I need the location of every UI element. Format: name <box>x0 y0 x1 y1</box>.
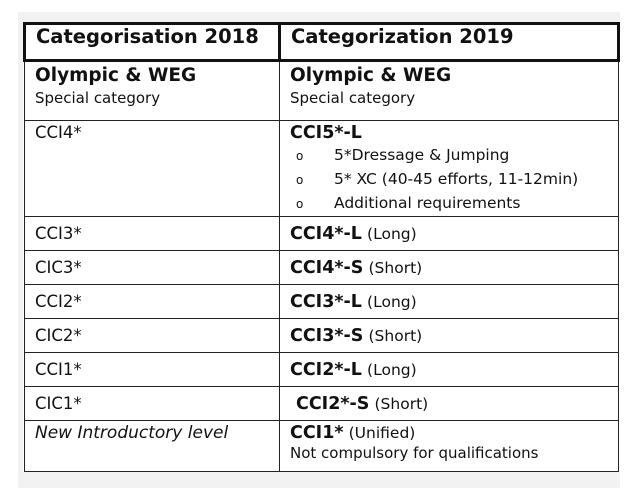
category-2019-subnote: Not compulsory for qualifications <box>290 444 539 462</box>
category-2019-code: CCI3*-S <box>290 325 364 346</box>
bullet-icon: o <box>296 173 304 187</box>
cell-2018 <box>25 421 280 472</box>
table-row <box>25 285 619 319</box>
table-row <box>25 121 619 217</box>
category-2018: New Introductory level <box>35 423 229 443</box>
table-row <box>25 217 619 251</box>
table-row <box>25 353 619 387</box>
cell-2019 <box>280 217 619 251</box>
cell-2018 <box>25 61 280 121</box>
category-2019-note: (Long) <box>367 224 417 243</box>
category-2018: CCI1* <box>35 360 82 379</box>
list-item <box>296 192 618 216</box>
cell-2018 <box>25 319 280 353</box>
table-row <box>25 319 619 353</box>
cell-2019 <box>280 121 619 217</box>
cell-2018 <box>25 251 280 285</box>
category-2019-code: CCI2*-S <box>296 393 370 414</box>
category-2019-code: CCI1* <box>290 423 344 443</box>
cell-2019 <box>280 285 619 319</box>
cell-2018 <box>25 353 280 387</box>
category-2019-note: (Short) <box>368 258 423 277</box>
categorisation-table <box>23 22 620 472</box>
category-subtitle: Special category <box>35 89 161 107</box>
category-2019-code: CCI3*-L <box>290 291 362 312</box>
bullet-icon: o <box>296 197 304 211</box>
category-2018: CCI4* <box>35 123 82 142</box>
category-2018: CIC2* <box>35 326 82 345</box>
category-2018: CCI2* <box>35 292 82 311</box>
category-2018: CIC3* <box>35 258 82 277</box>
category-subtitle: Special category <box>290 89 416 107</box>
requirement-text: 5* XC (40-45 efforts, 11-12min) <box>334 170 579 188</box>
list-item <box>296 168 618 192</box>
cell-2019 <box>280 353 619 387</box>
requirements-list <box>290 144 618 216</box>
cell-2019 <box>280 251 619 285</box>
category-title: Olympic & WEG <box>35 65 197 86</box>
category-2019-note: (Short) <box>374 394 429 413</box>
category-2019-note: (Long) <box>367 292 417 311</box>
cell-2019 <box>280 387 619 421</box>
category-title: Olympic & WEG <box>290 65 452 86</box>
requirement-text: 5*Dressage & Jumping <box>334 146 510 164</box>
cell-2018 <box>25 217 280 251</box>
category-2019-code: CCI2*-L <box>290 359 362 380</box>
header-2019: Categorization 2019 <box>280 24 619 61</box>
cell-2018 <box>25 121 280 217</box>
category-2019-code: CCI4*-L <box>290 223 362 244</box>
header-2018: Categorisation 2018 <box>25 24 280 61</box>
table-row <box>25 61 619 121</box>
category-2018: CCI3* <box>35 224 82 243</box>
table-row <box>25 387 619 421</box>
cell-2019 <box>280 319 619 353</box>
cell-2019 <box>280 61 619 121</box>
table-row <box>25 421 619 472</box>
bullet-icon: o <box>296 149 304 163</box>
category-2019-note: (Unified) <box>348 424 416 442</box>
cell-2018 <box>25 285 280 319</box>
cell-2018 <box>25 387 280 421</box>
category-2019-code: CCI5*-L <box>290 123 362 143</box>
category-2019-note: (Short) <box>368 326 423 345</box>
category-2019-note: (Long) <box>367 360 417 379</box>
requirement-text: Additional requirements <box>334 194 521 212</box>
header-row <box>25 24 619 61</box>
category-2019-code: CCI4*-S <box>290 257 364 278</box>
category-2018: CIC1* <box>35 394 82 413</box>
list-item <box>296 144 618 168</box>
table-row <box>25 251 619 285</box>
cell-2019 <box>280 421 619 472</box>
